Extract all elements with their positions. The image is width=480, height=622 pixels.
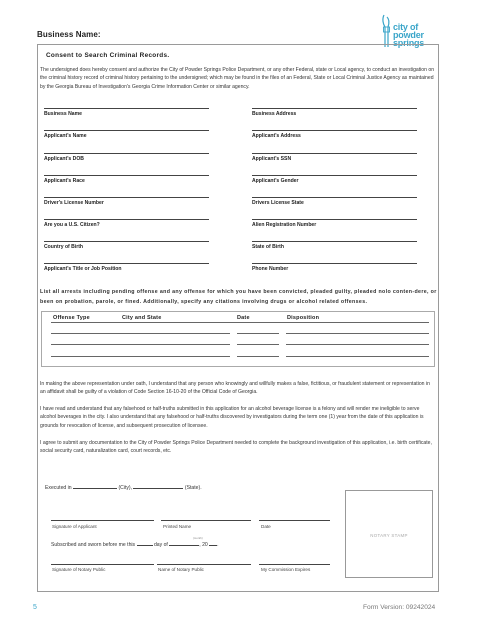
field-phone-number[interactable]: Phone Number bbox=[252, 263, 417, 272]
field-job-position[interactable]: Applicant's Title or Job Position bbox=[44, 263, 209, 272]
form-version: Form Version: 09242024 bbox=[363, 604, 436, 611]
printed-name-label: Printed Name bbox=[163, 524, 192, 529]
offense-row-1-date[interactable] bbox=[237, 333, 279, 334]
page-number: 5 bbox=[33, 604, 37, 611]
notary-name-line[interactable] bbox=[157, 564, 251, 565]
field-applicant-dob[interactable]: Applicant's DOB bbox=[44, 153, 209, 162]
documentation-paragraph: I agree to submit any documentation to the City of Powder Springs Police Department needed to complete the background investigation of this application, i.e. birth certificate, social security card, naturalization card, court records, etc. bbox=[40, 440, 432, 455]
offense-row-3-city[interactable] bbox=[120, 356, 230, 357]
field-applicant-name[interactable]: Applicant's Name bbox=[44, 130, 209, 139]
sworn-year-input[interactable] bbox=[209, 540, 217, 546]
business-name-label: Business Name: bbox=[37, 30, 101, 39]
date-line[interactable] bbox=[259, 520, 330, 521]
field-country-of-birth[interactable]: Country of Birth bbox=[44, 241, 209, 250]
field-alien-registration[interactable]: Alien Registration Number bbox=[252, 219, 417, 228]
field-applicant-address[interactable]: Applicant's Address bbox=[252, 130, 417, 139]
sworn-text-1: Subscribed and sworn before me this bbox=[51, 542, 136, 548]
sworn-day-input[interactable] bbox=[137, 540, 153, 546]
logo-line-2: powder springs bbox=[393, 30, 425, 48]
date-label: Date bbox=[261, 524, 271, 529]
notary-stamp-box bbox=[345, 490, 433, 578]
month-hint: (month) bbox=[193, 536, 203, 540]
sworn-text-4: . bbox=[217, 542, 219, 548]
sworn-month-input[interactable] bbox=[169, 540, 199, 546]
offense-type-header: Offense Type bbox=[53, 315, 90, 321]
offense-row-3-disposition[interactable] bbox=[286, 356, 429, 357]
executed-state-label: (State). bbox=[184, 485, 202, 491]
sworn-text-3: , 20 bbox=[199, 542, 208, 548]
executed-prefix: Executed in bbox=[45, 485, 72, 491]
offense-row-2-disposition[interactable] bbox=[286, 344, 429, 345]
logo-line-1: city of bbox=[393, 22, 419, 32]
executed-line bbox=[45, 483, 202, 491]
offense-header-rule bbox=[51, 322, 429, 323]
offense-instructions: List all arrests including pending offense and any offense for which you have been convicted, pleaded guilty, pleaded nolo conten-dere, or been on probation, parole, or fined. Additionally, specify any citations involving drugs or alcohol related offenses. bbox=[40, 289, 437, 305]
offense-row-2-city[interactable] bbox=[120, 344, 230, 345]
commission-expires-label: My Commission Expires bbox=[261, 567, 311, 572]
applicant-signature-label: Signature of Applicant bbox=[52, 524, 97, 529]
sworn-text-2: day of bbox=[153, 542, 168, 548]
offense-row-3-date[interactable] bbox=[237, 356, 279, 357]
notary-signature-label: Signature of Notary Public bbox=[52, 567, 106, 572]
notary-signature-line[interactable] bbox=[51, 564, 154, 565]
field-applicant-ssn[interactable]: Applicant's SSN bbox=[252, 153, 417, 162]
executed-city-label: (City), bbox=[118, 485, 133, 491]
executed-state-input[interactable] bbox=[133, 483, 183, 489]
field-us-citizen[interactable]: Are you a U.S. Citizen? bbox=[44, 219, 209, 228]
consent-intro: The undersigned does hereby consent and authorize the City of Powder Springs Police Department, or any other Federal, state or Local agency, to conduct an investigation on the criminal history record of criminal history pertaining to the undersigned; which may be found in the files of an Federal, State or Local Criminal Justice Agency as maintained by the Georgia Bureau of Investigation's Georgia Crime Information Center or similar agency. bbox=[40, 67, 435, 90]
notary-name-label: Name of Notary Public bbox=[158, 567, 204, 572]
date-header: Date bbox=[237, 315, 250, 321]
city-state-header: City and State bbox=[122, 315, 162, 321]
offense-row-1-disposition[interactable] bbox=[286, 333, 429, 334]
field-drivers-license-state[interactable]: Drivers License State bbox=[252, 197, 417, 206]
notary-stamp-label: NOTARY STAMP bbox=[370, 533, 408, 538]
form-title: Consent to Search Criminal Records. bbox=[46, 52, 170, 59]
field-business-name[interactable]: Business Name bbox=[44, 108, 209, 117]
city-logo bbox=[381, 14, 445, 48]
disposition-header: Disposition bbox=[287, 315, 320, 321]
offense-row-1-city[interactable] bbox=[120, 333, 230, 334]
applicant-signature-line[interactable] bbox=[51, 520, 154, 521]
sworn-line bbox=[51, 540, 219, 548]
field-applicant-race[interactable]: Applicant's Race bbox=[44, 175, 209, 184]
field-business-address[interactable]: Business Address bbox=[252, 108, 417, 117]
field-state-of-birth[interactable]: State of Birth bbox=[252, 241, 417, 250]
executed-city-input[interactable] bbox=[73, 483, 117, 489]
printed-name-line[interactable] bbox=[161, 520, 251, 521]
falsehood-paragraph: I have read and understand that any falsehood or half-truths submitted in this application for an alcohol beverage license is a felony and will render me ineligible to serve alcohol beverages in the city. I also understand that any falsehood or half-truths discovered by investigators during the term one (1) year from the date of this application is grounds for revocation of license, and subsequent prosecution of licensee. bbox=[40, 406, 424, 429]
field-drivers-license-number[interactable]: Driver's License Number bbox=[44, 197, 209, 206]
water-tower-icon bbox=[381, 14, 392, 48]
oath-paragraph: In making the above representation under oath, I understand that any person who knowingly and willfully makes a false, fictitious, or fraudulent statement or representation in an affidavit shall be guilty of a violation of Code Section 16-10-20 of the Official Code of Georgia. bbox=[40, 381, 430, 396]
offense-row-2-date[interactable] bbox=[237, 344, 279, 345]
field-applicant-gender[interactable]: Applicant's Gender bbox=[252, 175, 417, 184]
commission-expires-line[interactable] bbox=[259, 564, 330, 565]
